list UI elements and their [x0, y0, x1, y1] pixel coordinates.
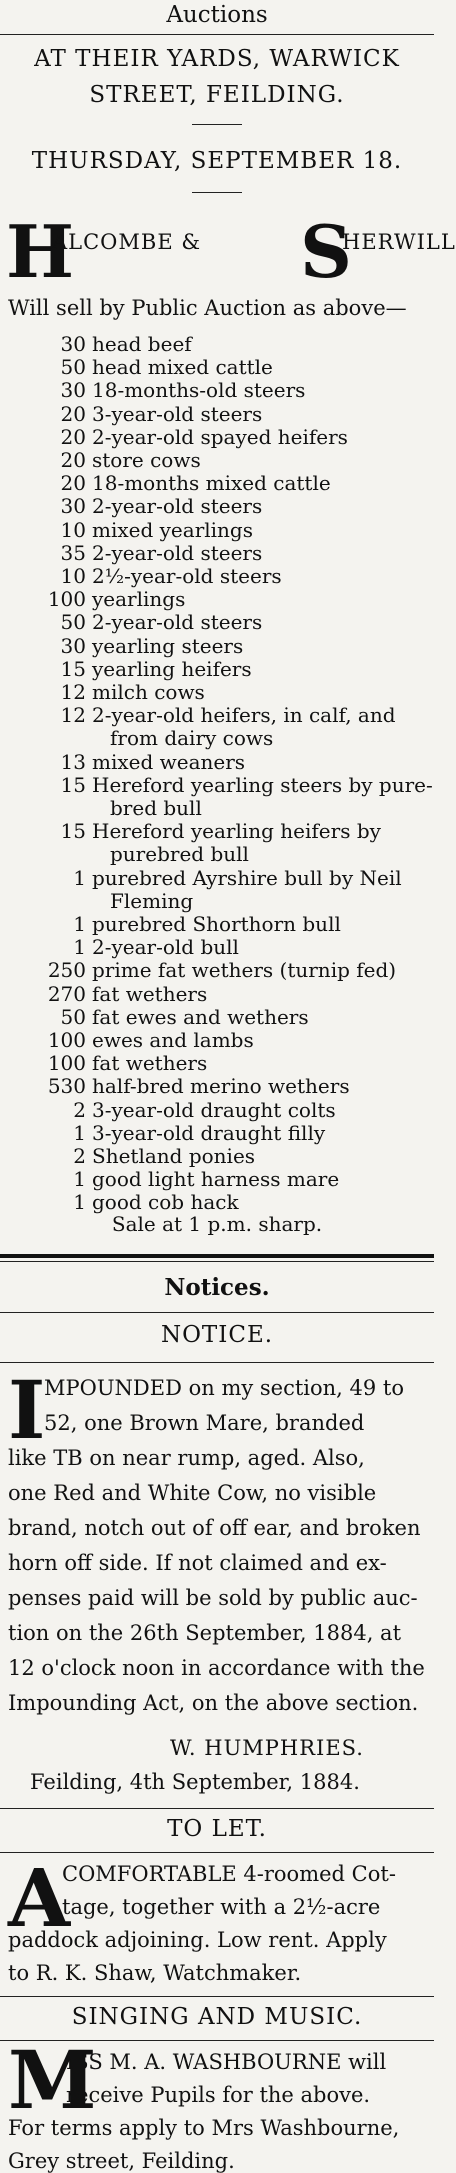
lot-item: [44, 1098, 336, 1122]
lot-quantity: 100: [47, 1051, 86, 1076]
lot-quantity: 1: [73, 865, 86, 890]
to-let-title: TO LET.: [167, 1816, 267, 1842]
impound-dropcap: I: [8, 1363, 46, 1457]
lot-quantity: 1: [73, 912, 86, 936]
lot-item: [44, 866, 402, 890]
lot-description: 2-year-old heifers, in calf, and: [92, 703, 396, 728]
lot-item: [44, 1005, 309, 1029]
lot-item: [110, 889, 193, 913]
text-line: horn off side. If not claimed and ex-: [8, 1551, 387, 1575]
lot-description: Shetland ponies: [92, 1144, 256, 1168]
lot-quantity: 250: [47, 958, 86, 983]
auctioneer-initial-s: S: [300, 209, 352, 294]
text-line: brand, notch out of off ear, and broken: [8, 1516, 421, 1540]
sale-time: Sale at 1 p.m. sharp.: [111, 1212, 323, 1236]
lot-item: [44, 750, 245, 774]
lot-item: [44, 773, 433, 797]
lot-description: 3-year-old draught colts: [92, 1097, 336, 1122]
text-line: tage, together with a 2½-acre: [62, 1895, 381, 1919]
lot-item: [110, 842, 249, 866]
lot-description: good light harness mare: [92, 1167, 340, 1192]
lot-item: [44, 1028, 254, 1052]
lot-description: milch cows: [92, 680, 205, 704]
lot-item: [44, 1144, 255, 1168]
lot-quantity: 50: [60, 355, 86, 380]
lot-quantity: 20: [60, 401, 86, 426]
lot-item: [44, 332, 192, 356]
lot-item: [44, 935, 239, 959]
lot-description: mixed yearlings: [92, 517, 253, 542]
lot-description: 2-year-old steers: [92, 494, 263, 519]
lot-description: purebred bull: [110, 842, 249, 867]
lot-description: head beef: [92, 332, 192, 356]
lot-quantity: 15: [60, 656, 86, 681]
lot-item: [44, 355, 273, 379]
lot-item: [44, 819, 381, 843]
text-line: Impounding Act, on the above section.: [8, 1691, 419, 1715]
lot-quantity: 20: [60, 448, 86, 472]
lot-item: [44, 587, 185, 611]
lot-item: [44, 1051, 207, 1075]
lot-item: [110, 726, 273, 750]
text-line: MPOUNDED on my section, 49 to: [44, 1376, 405, 1400]
lot-item: [44, 958, 396, 982]
lot-quantity: 30: [60, 332, 86, 356]
rule-notices: [0, 1312, 434, 1313]
music-dropcap: M: [8, 2033, 97, 2127]
lot-item: [44, 610, 262, 634]
lot-item: [44, 378, 305, 402]
text-line: like TB on near rump, aged. Also,: [8, 1446, 365, 1470]
lot-description: from dairy cows: [110, 726, 274, 751]
text-line: Grey street, Feilding.: [8, 2149, 235, 2173]
lot-quantity: 50: [60, 1004, 86, 1029]
lot-description: bred bull: [110, 796, 202, 820]
lot-item: [44, 425, 348, 449]
notices-heading: Notices.: [164, 1274, 270, 1301]
text-line: penses paid will be sold by public auc-: [8, 1586, 418, 1610]
lot-description: yearling steers: [92, 633, 244, 658]
auctioneer-part-1: ALCOMBE &: [52, 230, 202, 254]
lot-description: purebred Shorthorn bull: [92, 912, 341, 936]
lot-description: Fleming: [110, 888, 194, 913]
lot-item: [44, 912, 341, 936]
lot-description: fat wethers: [92, 1051, 208, 1076]
notice-signature: W. HUMPHRIES.: [170, 1736, 364, 1760]
text-line: COMFORTABLE 4-roomed Cot-: [62, 1862, 396, 1886]
rule-top: [0, 34, 434, 35]
lot-description: 2-year-old spayed heifers: [92, 424, 348, 449]
lot-quantity: 30: [60, 494, 86, 519]
lot-item: [44, 703, 396, 727]
lot-item: [44, 564, 282, 588]
auction-intro: Will sell by Public Auction as above—: [8, 296, 407, 320]
lot-description: 2-year-old steers: [92, 540, 263, 565]
lot-description: prime fat wethers (turnip fed): [92, 958, 397, 983]
lot-quantity: 13: [60, 749, 86, 774]
lot-description: Hereford yearling steers by pure-: [92, 772, 433, 797]
lot-description: 3-year-old steers: [92, 401, 263, 426]
rule-thin-1: [0, 1261, 434, 1262]
lot-quantity: 50: [60, 610, 86, 635]
lot-quantity: 2: [73, 1144, 86, 1168]
lot-description: yearling heifers: [92, 656, 252, 681]
lot-item: [44, 657, 252, 681]
lot-description: fat ewes and wethers: [92, 1004, 309, 1029]
rule-thick-1: [0, 1254, 434, 1258]
lot-quantity: 35: [60, 540, 86, 565]
lot-quantity: 1: [73, 935, 86, 960]
lot-description: ewes and lambs: [92, 1028, 254, 1052]
lot-quantity: 1: [73, 1120, 86, 1145]
text-line: receive Pupils for the above.: [66, 2083, 371, 2107]
lot-item: [44, 634, 243, 658]
text-line: one Red and White Cow, no visible: [8, 1481, 377, 1505]
lot-description: Hereford yearling heifers by: [92, 819, 381, 844]
lot-description: good cob hack: [92, 1190, 239, 1215]
auction-date: THURSDAY, SEPTEMBER 18.: [31, 148, 403, 174]
lot-description: 2-year-old steers: [92, 610, 263, 635]
text-line: For terms apply to Mrs Washbourne,: [8, 2116, 400, 2140]
lot-quantity: 10: [60, 517, 86, 542]
lot-description: purebred Ayrshire bull by Neil: [92, 865, 402, 890]
lot-item: [44, 982, 207, 1006]
lot-item: [44, 494, 262, 518]
short-rule: [192, 124, 242, 125]
lot-description: fat wethers: [92, 981, 208, 1006]
lot-quantity: 12: [60, 680, 86, 704]
auctioneer-part-2: HERWILL: [342, 230, 456, 254]
lot-description: 18-months-old steers: [92, 378, 306, 403]
music-title: SINGING AND MUSIC.: [71, 2004, 363, 2030]
lot-item: [44, 1167, 339, 1191]
rule-music-top: [0, 1996, 434, 1997]
rule-to-let-top: [0, 1808, 434, 1809]
lot-item: [44, 402, 262, 426]
text-line: paddock adjoining. Low rent. Apply: [8, 1928, 387, 1952]
lot-quantity: 20: [60, 471, 86, 496]
lot-description: mixed weaners: [92, 749, 246, 774]
location-line-2: STREET, FEILDING.: [89, 82, 345, 108]
location-line-1: AT THEIR YARDS, WARWICK: [34, 46, 400, 72]
rule-notice: [0, 1362, 434, 1363]
lot-item: [44, 471, 331, 495]
lot-item: [44, 448, 201, 472]
notice-title: NOTICE.: [160, 1322, 274, 1348]
text-line: ISS M. A. WASHBOURNE will: [66, 2050, 387, 2074]
lot-quantity: 15: [60, 819, 86, 844]
lot-quantity: 15: [60, 772, 86, 797]
lot-quantity: 20: [60, 424, 86, 449]
lot-description: head mixed cattle: [92, 355, 273, 380]
lot-item: [44, 680, 205, 704]
lot-item: [44, 1074, 350, 1098]
lot-description: half-bred merino wethers: [92, 1074, 350, 1099]
auctioneer-initial-h: H: [6, 209, 75, 294]
auctions-heading: Auctions: [166, 2, 268, 28]
lot-quantity: 530: [47, 1074, 86, 1099]
lot-description: yearlings: [92, 587, 186, 612]
lot-item: [44, 1190, 239, 1214]
lot-quantity: 10: [60, 564, 86, 588]
lot-item: [110, 796, 202, 820]
text-line: to R. K. Shaw, Watchmaker.: [8, 1961, 302, 1985]
lot-item: [44, 541, 262, 565]
lot-quantity: 30: [60, 633, 86, 658]
lot-quantity: 1: [73, 1167, 86, 1192]
lot-quantity: 2: [73, 1097, 86, 1122]
notice-dateline: Feilding, 4th September, 1884.: [30, 1770, 360, 1794]
lot-quantity: 1: [73, 1190, 86, 1215]
lot-item: [44, 518, 253, 542]
lot-description: 2½-year-old steers: [92, 564, 282, 588]
lot-quantity: 100: [47, 1028, 86, 1052]
lot-description: 2-year-old bull: [92, 935, 239, 960]
lot-quantity: 270: [47, 981, 86, 1006]
lot-description: 3-year-old draught filly: [92, 1120, 326, 1145]
short-rule: [192, 192, 242, 193]
text-line: 12 o'clock noon in accordance with the: [8, 1656, 425, 1680]
lot-quantity: 100: [47, 587, 86, 612]
lot-quantity: 30: [60, 378, 86, 403]
text-line: tion on the 26th September, 1884, at: [8, 1621, 402, 1645]
to-let-dropcap: A: [8, 1851, 71, 1945]
lot-description: store cows: [92, 448, 201, 472]
lot-item: [44, 1121, 325, 1145]
text-line: 52, one Brown Mare, branded: [44, 1411, 365, 1435]
lot-quantity: 12: [60, 703, 86, 728]
lot-description: 18-months mixed cattle: [92, 471, 331, 496]
